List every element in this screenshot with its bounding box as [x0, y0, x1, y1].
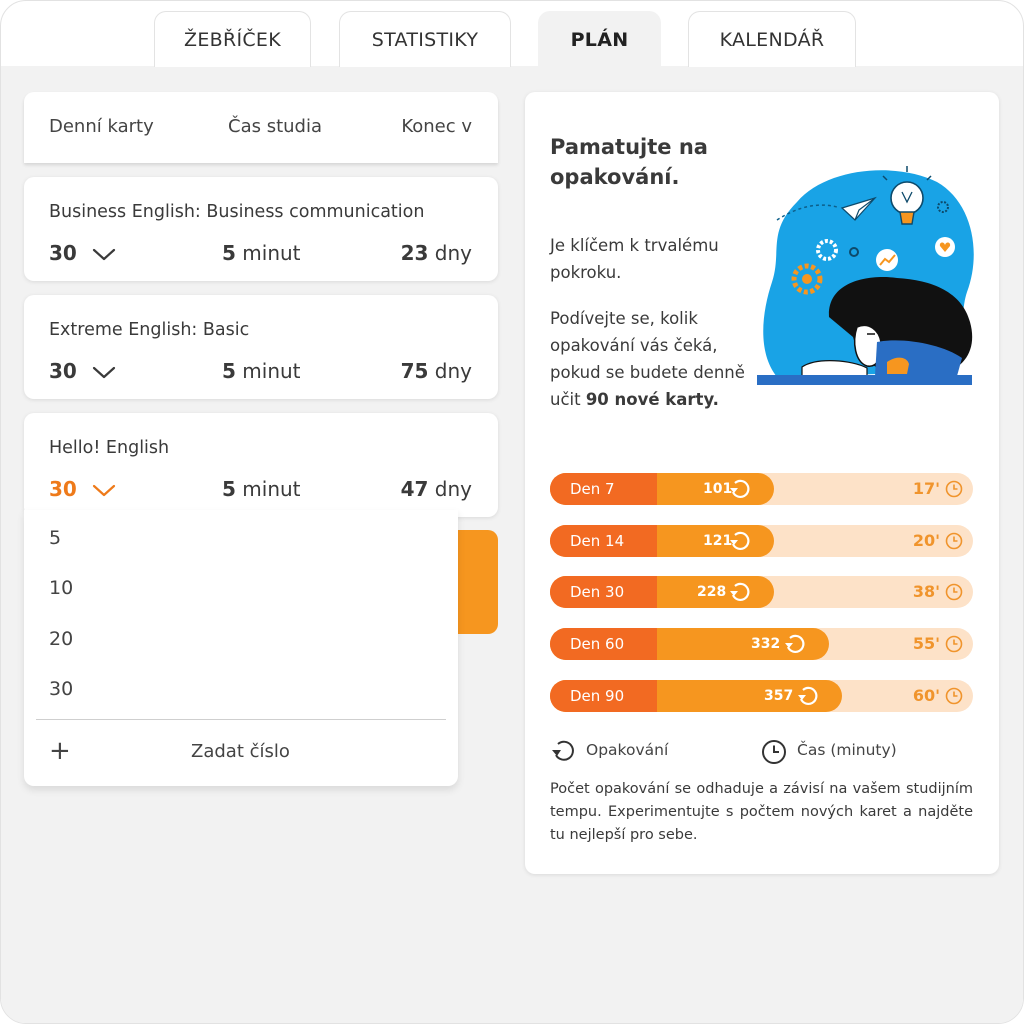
refresh-icon	[796, 684, 820, 708]
review-forecast-row	[550, 628, 973, 660]
review-forecast-row	[550, 680, 973, 712]
day-label: Den 60	[550, 628, 657, 660]
plan-table-header	[24, 92, 498, 163]
review-count: 121	[703, 533, 733, 549]
clock-icon	[761, 739, 787, 765]
info-title: Pamatujte na opakování.	[550, 135, 708, 189]
dropdown-option[interactable]: 30	[49, 678, 74, 700]
deck-row	[49, 477, 472, 505]
end-days: 75 dny	[400, 359, 472, 383]
review-count: 357	[764, 688, 794, 704]
review-count: 101	[703, 481, 733, 497]
tab-statistics[interactable]: STATISTIKY	[339, 11, 511, 67]
refresh-icon	[783, 632, 807, 656]
deck-row	[49, 241, 472, 269]
refresh-icon	[728, 529, 752, 553]
studying-person-illustration	[757, 162, 979, 392]
time-minutes: 55'	[912, 634, 940, 653]
review-count: 228	[697, 584, 727, 600]
chevron-down-icon[interactable]	[91, 242, 117, 266]
time-minutes: 20'	[912, 531, 940, 550]
enter-number-button[interactable]: Zadat číslo	[191, 741, 290, 762]
estimate-note: Počet opakování se odhaduje a závisí na vašem studijním tempu. Experimentujte s počtem nových karet a najděte tu nejlepší pro sebe.	[550, 781, 973, 843]
clock-icon	[945, 687, 963, 705]
clock-icon	[945, 480, 963, 498]
deck-card-open	[24, 413, 498, 517]
daily-cards-dropdown	[24, 510, 458, 786]
study-minutes: 5 minut	[222, 477, 301, 501]
end-days: 47 dny	[400, 477, 472, 501]
deck-name: Business English: Business communication	[49, 202, 425, 222]
review-count: 332	[751, 636, 781, 652]
time-minutes: 38'	[912, 582, 940, 601]
dropdown-option[interactable]: 20	[49, 628, 74, 650]
header-study-time: Čas studia	[228, 116, 322, 137]
dropdown-option[interactable]: 5	[49, 527, 62, 549]
tab-leaderboard[interactable]: ŽEBŘÍČEK	[154, 11, 311, 67]
end-days: 23 dny	[400, 241, 472, 265]
tab-bar	[1, 11, 1024, 67]
study-minutes: 5 minut	[222, 359, 301, 383]
study-minutes: 5 minut	[222, 241, 301, 265]
review-forecast-row	[550, 576, 973, 608]
clock-icon	[945, 583, 963, 601]
tab-plan[interactable]: PLÁN	[538, 11, 661, 67]
deck-row	[49, 359, 472, 387]
review-info-card: Pamatujte na opakování. Je klíčem k trvalému pokroku. Podívejte se, kolik opakování vás čeká, pokud se budete denně učit 90 nové karty. Den 7 101 17' Den 14 121 20' Den 30 228 38' Den 60 332 55' Den 90 357 60' Opakování Čas (minuty) Počet opakování se odhaduje a závisí na vašem studijním tempu. Experimentujte s počtem nových karet a najděte tu nejlepší pro sebe.	[525, 92, 999, 874]
day-label: Den 30	[550, 576, 657, 608]
daily-cards-select[interactable]: 30	[49, 477, 77, 501]
tab-calendar[interactable]: KALENDÁŘ	[688, 11, 856, 67]
day-label: Den 90	[550, 680, 657, 712]
plus-icon[interactable]: +	[49, 736, 71, 766]
deck-name: Hello! English	[49, 438, 170, 458]
deck-card	[24, 177, 498, 281]
time-minutes: 60'	[912, 686, 940, 705]
refresh-icon	[728, 580, 752, 604]
day-label: Den 14	[550, 525, 657, 557]
day-label: Den 7	[550, 473, 657, 505]
review-forecast-row	[550, 473, 973, 505]
clock-icon	[945, 532, 963, 550]
dropdown-option[interactable]: 10	[49, 577, 74, 599]
deck-name: Extreme English: Basic	[49, 320, 250, 340]
info-text: Podívejte se, kolik opakování vás čeká, pokud se budete denně učit 90 nové karty.	[550, 309, 745, 409]
header-end-in: Konec v	[401, 116, 472, 137]
daily-cards-select[interactable]: 30	[49, 359, 77, 383]
clock-icon	[945, 635, 963, 653]
chevron-down-icon[interactable]	[91, 478, 117, 502]
daily-cards-select[interactable]: 30	[49, 241, 77, 265]
refresh-icon	[550, 739, 576, 763]
deck-card	[24, 295, 498, 399]
review-forecast-row	[550, 525, 973, 557]
time-minutes: 17'	[912, 479, 940, 498]
header-daily-cards: Denní karty	[49, 116, 154, 137]
dropdown-divider	[36, 719, 446, 720]
chevron-down-icon[interactable]	[91, 360, 117, 384]
refresh-icon	[728, 477, 752, 501]
info-text: Je klíčem k trvalému pokroku.	[550, 236, 719, 282]
